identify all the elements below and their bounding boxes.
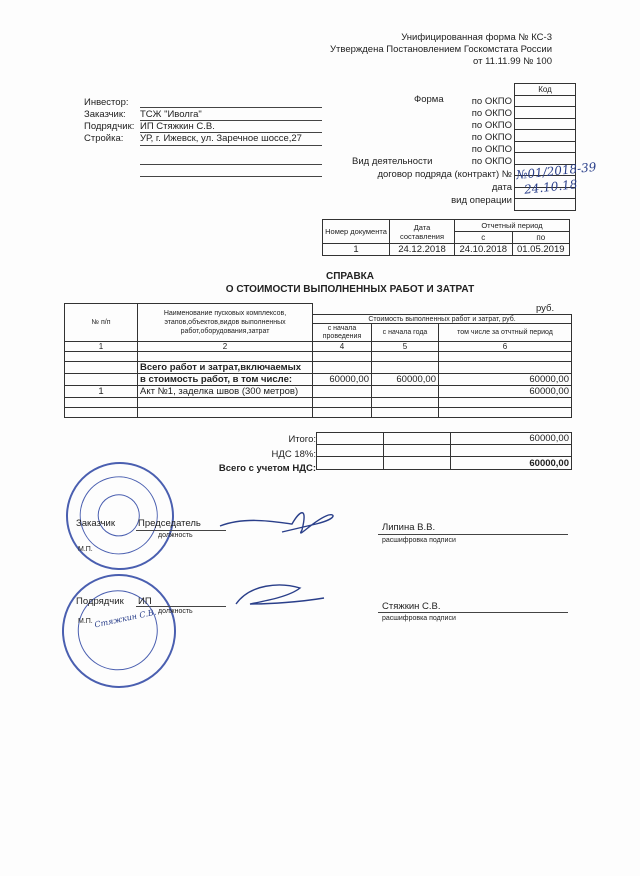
- form-header-line1: Унифицированная форма № КС-3: [401, 32, 552, 43]
- investor-label: Инвестор:: [84, 97, 129, 108]
- total-period-value: 60000,00: [439, 374, 572, 386]
- blank-line: [140, 176, 322, 177]
- row1-period-value: 60000,00: [439, 386, 572, 398]
- vid-oper-label: вид операции: [451, 195, 512, 206]
- code-cell: [515, 130, 576, 142]
- doc-title: СПРАВКА: [326, 271, 374, 282]
- code-cell: [515, 107, 576, 119]
- zakazchik-label: Заказчик:: [84, 109, 126, 120]
- form-header-line2: Утверждена Постановлением Госкомстата России: [330, 44, 552, 55]
- dogovor-label: договор подряда (контракт) №: [377, 169, 512, 180]
- period-header: Отчетный период: [455, 220, 570, 232]
- okpo-label: по ОКПО: [471, 156, 512, 167]
- podryadchik-value: ИП Стяжкин С.В.: [140, 121, 215, 132]
- name-caption: расшифровка подписи: [382, 537, 456, 544]
- contractor-seal: [49, 561, 189, 701]
- position-caption: должность: [158, 608, 193, 615]
- okpo-label: по ОКПО: [471, 108, 512, 119]
- sig-styazhkin-name: Стяжкин С.В.: [382, 601, 441, 612]
- doc-date-value: 24.12.2018: [390, 244, 455, 256]
- vsego-label: Всего с учетом НДС:: [218, 463, 316, 474]
- period-col-header: том числе за отчтный период: [439, 324, 572, 342]
- colnum-6: 6: [439, 342, 572, 352]
- vsego-value: 60000,00: [451, 457, 572, 470]
- customer-seal: [52, 448, 188, 584]
- name-line: [378, 534, 568, 535]
- data-label: дата: [491, 182, 512, 193]
- year-header: с начала года: [372, 324, 439, 342]
- vid-deyat-label: Вид деятельности: [352, 156, 433, 167]
- okpo-label: по ОКПО: [471, 120, 512, 131]
- sig-zakazchik-label: Заказчик: [76, 518, 116, 529]
- position-caption: должность: [158, 532, 193, 539]
- currency-label: руб.: [536, 303, 555, 314]
- kod-header: Код: [515, 84, 576, 96]
- form-header-line3: от 11.11.99 № 100: [473, 56, 552, 67]
- doc-number-value: 1: [323, 244, 390, 256]
- stroyka-value: УР, г. Ижевск, ул. Заречное шоссе,27: [140, 133, 302, 144]
- itogo-value: 60000,00: [451, 433, 572, 445]
- mp-label: М.П.: [78, 618, 93, 625]
- sig-podryadchik-label: Подрядчик: [76, 596, 124, 607]
- forma-label: Форма: [414, 94, 444, 105]
- mp-label: М.П.: [78, 546, 93, 553]
- period-to-header: по: [512, 232, 570, 244]
- start-header: с начала проведения: [313, 324, 372, 342]
- row1-num: 1: [65, 386, 138, 398]
- total-label-1: Всего работ и затрат,включаемых: [138, 362, 313, 374]
- total-year-value: 60000,00: [372, 374, 439, 386]
- num-header: № п/п: [65, 304, 138, 342]
- position-line: [136, 530, 226, 531]
- contractor-signature-icon: [230, 580, 330, 614]
- contractor-seal-text: Стяжкин С.В.: [93, 607, 158, 630]
- sig-ip-value: ИП: [138, 596, 152, 607]
- doc-number-header: Номер документа: [323, 220, 390, 244]
- handwritten-contract-date: 24.10.18: [523, 177, 579, 197]
- name-line: [378, 612, 568, 613]
- period-from-value: 24.10.2018: [455, 244, 513, 256]
- totals-table: [316, 432, 572, 470]
- code-cell: [515, 118, 576, 130]
- cost-header: Стоимость выполненных работ и затрат, руб.: [313, 315, 572, 324]
- code-cell: [515, 199, 576, 211]
- itogo-label: Итого:: [288, 434, 316, 445]
- investor-line: [140, 107, 322, 108]
- colnum-5: 5: [372, 342, 439, 352]
- code-cell: [515, 95, 576, 107]
- code-cell: [515, 141, 576, 153]
- podryadchik-label: Подрядчик:: [84, 121, 135, 132]
- total-start-value: 60000,00: [313, 374, 372, 386]
- colnum-2: 2: [138, 342, 313, 352]
- total-label-2: в стоимость работ, в том числе:: [138, 374, 313, 386]
- period-from-header: с: [455, 232, 513, 244]
- sig-lipina-name: Липина В.В.: [382, 522, 436, 533]
- stroyka-line: [140, 145, 322, 146]
- okpo-label: по ОКПО: [471, 96, 512, 107]
- okpo-label: по ОКПО: [471, 144, 512, 155]
- row1-name: Акт №1, заделка швов (300 метров): [138, 386, 313, 398]
- nds-label: НДС 18%:: [271, 449, 316, 460]
- period-to-value: 01.05.2019: [512, 244, 570, 256]
- main-table: [64, 303, 572, 418]
- stroyka-label: Стройка:: [84, 133, 124, 144]
- doc-date-header: Дата составления: [390, 220, 455, 244]
- zakazchik-value: ТСЖ "Иволга": [140, 109, 202, 120]
- doc-subtitle: О СТОИМОСТИ ВЫПОЛНЕННЫХ РАБОТ И ЗАТРАТ: [225, 284, 475, 295]
- colnum-1: 1: [65, 342, 138, 352]
- name-caption: расшифровка подписи: [382, 615, 456, 622]
- name-header: Наименование пусковых комплексов, этапов,объектов,видов выполненных работ,оборудования,затрат: [138, 304, 313, 342]
- position-line: [136, 606, 226, 607]
- colnum-4: 4: [313, 342, 372, 352]
- sig-position-value: Председатель: [138, 518, 201, 529]
- customer-signature-icon: [216, 502, 346, 542]
- handwritten-contract-number: №01/2018-39: [515, 159, 598, 183]
- blank-line: [140, 164, 322, 165]
- okpo-label: по ОКПО: [471, 132, 512, 143]
- document-table: [322, 219, 570, 256]
